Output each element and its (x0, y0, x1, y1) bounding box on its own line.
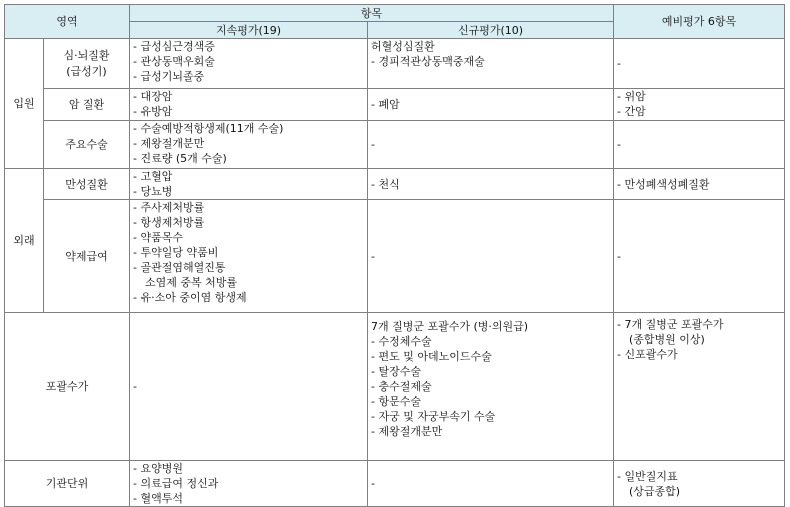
drug-preliminary (614, 200, 785, 313)
list-item: - 제왕절개분만 (133, 137, 205, 150)
list-item: - 급성기뇌졸중 (133, 70, 205, 83)
drug-new (368, 200, 614, 313)
header-area: 영역 (5, 5, 130, 39)
list-item: - 경피적관상동맥중재술 (371, 55, 485, 68)
list-item: 7개 질병군 포괄수가 (병·의원급) (371, 320, 529, 333)
row-label-bundle: 포괄수가 (5, 313, 130, 461)
list-item: - 당뇨병 (133, 185, 173, 198)
list-item: - (617, 57, 621, 70)
row-label-cancer: 암 질환 (44, 89, 130, 121)
list-item: - 수술예방적항생제(11개 수술) (133, 122, 284, 135)
list-item: - 의료급여 정신과 (133, 477, 219, 490)
list-item: - (371, 249, 375, 263)
list-item: - (617, 138, 621, 151)
header-continuing: 지속평가(19) (130, 22, 368, 39)
drug-continuing (130, 200, 368, 313)
group-outpatient: 외래 (5, 169, 44, 313)
list-item: 허혈성심질환 (371, 40, 435, 53)
bundle-new (368, 313, 614, 461)
cancer-new (368, 89, 614, 121)
list-item: 소염제 중복 처방률 (145, 276, 238, 289)
table-row (5, 200, 785, 313)
list-item: - 고혈압 (133, 170, 173, 183)
list-item: - 탈장수술 (371, 365, 421, 378)
cardio-new (368, 39, 614, 89)
row-label-chronic: 만성질환 (44, 169, 130, 200)
cardio-continuing (130, 39, 368, 89)
list-item: - 충수절제술 (371, 380, 432, 393)
list-item: - 유방암 (133, 105, 173, 118)
cardio-preliminary (614, 39, 785, 89)
bundle-continuing (130, 313, 368, 461)
table-row (5, 121, 785, 169)
chronic-new (368, 169, 614, 200)
table-row (5, 39, 785, 89)
list-item: - 폐암 (371, 98, 400, 111)
list-item: - 7개 질병군 포괄수가 (617, 318, 724, 331)
row-label-cardio: 심·뇌질환 (급성기) (44, 39, 130, 89)
list-item: - 진료량 (5개 수술) (133, 152, 227, 165)
table-row (5, 313, 785, 461)
list-item: - 요양병원 (133, 462, 183, 475)
list-item: - 간암 (617, 105, 646, 118)
list-item: - 유·소아 중이염 항생제 (133, 291, 247, 304)
list-item: - (371, 138, 375, 151)
list-item: - 관상동맥우회술 (133, 55, 215, 68)
list-item: - 골관절염해열진통 (133, 261, 226, 274)
evaluation-table (4, 4, 785, 507)
list-item: - 편도 및 아데노이드수술 (371, 350, 492, 363)
list-item: - 혈액투석 (133, 492, 183, 505)
list-item: - 일반질지표 (617, 469, 678, 483)
header-row-1 (5, 5, 785, 22)
list-item: - 신포괄수가 (617, 348, 678, 361)
surgery-preliminary (614, 121, 785, 169)
list-item: - 대장암 (133, 90, 173, 103)
bundle-preliminary (614, 313, 785, 461)
list-item: (상급종합) (629, 484, 681, 498)
table-row (5, 169, 785, 200)
table-row (5, 89, 785, 121)
group-inpatient: 입원 (5, 39, 44, 169)
surgery-new (368, 121, 614, 169)
header-items: 항목 (130, 5, 614, 22)
chronic-continuing (130, 169, 368, 200)
list-item: - 위암 (617, 90, 646, 103)
header-preliminary: 예비평가 6항목 (614, 5, 785, 39)
cancer-preliminary (614, 89, 785, 121)
list-item: - 제왕절개분만 (371, 425, 443, 438)
list-item: - 자궁 및 자궁부속기 수술 (371, 410, 496, 423)
list-item: - 투약일당 약품비 (133, 246, 219, 259)
evaluation-table-wrapper (4, 4, 785, 507)
list-item: - 천식 (371, 177, 400, 191)
cancer-continuing (130, 89, 368, 121)
list-item: - 만성폐색성폐질환 (617, 177, 710, 191)
row-label-institution: 기관단위 (5, 461, 130, 507)
list-item: - 급성심근경색증 (133, 40, 215, 53)
list-item: - 항생제처방률 (133, 216, 205, 229)
list-item: - (617, 249, 621, 263)
row-label-surgery: 주요수술 (44, 121, 130, 169)
list-item: - 수정체수술 (371, 335, 432, 348)
list-item: - (371, 477, 375, 490)
list-item: - (133, 380, 137, 393)
row-label-drug: 약제급여 (44, 200, 130, 313)
chronic-preliminary (614, 169, 785, 200)
list-item: (종합병원 이상) (629, 333, 705, 346)
list-item: - 약품목수 (133, 231, 183, 244)
surgery-continuing (130, 121, 368, 169)
list-item: - 항문수술 (371, 395, 421, 408)
list-item: - 주사제처방률 (133, 201, 205, 214)
header-new: 신규평가(10) (368, 22, 614, 39)
